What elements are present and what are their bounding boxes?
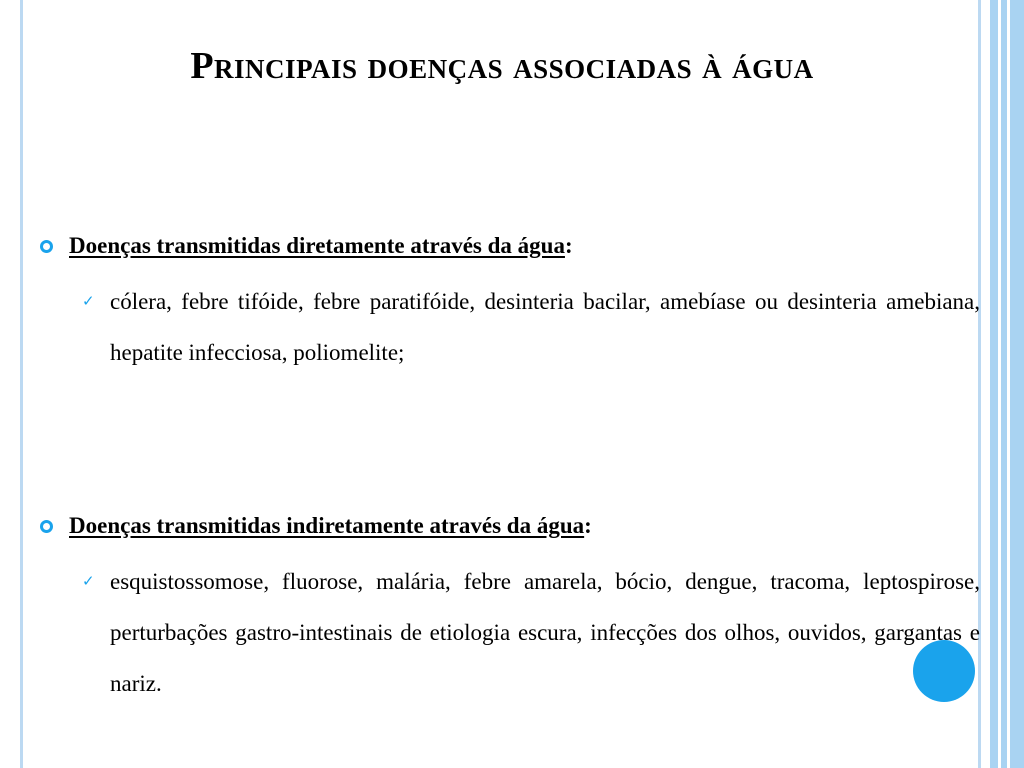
slide-title: Principais doenças associadas à água: [190, 45, 814, 87]
list-item-text: esquistossomose, fluorose, malária, febre amarela, bócio, dengue, tracoma, leptospirose, perturbações gastro-intestinais de etiologia escura, infecções dos olhos, ouvidos, gargantas e nariz.: [110, 569, 980, 696]
section-direct: [40, 226, 980, 378]
list-item: [40, 276, 980, 378]
section-heading-row: [40, 506, 980, 546]
ring-bullet-icon: [40, 240, 53, 253]
ring-bullet-icon: [40, 520, 53, 533]
checkmark-icon: ✓: [82, 292, 95, 310]
section-indirect: [40, 506, 980, 709]
heading-colon: :: [584, 513, 592, 538]
heading-colon: :: [564, 233, 573, 258]
decorative-stripes: [986, 0, 1024, 768]
section-heading: Doenças transmitidas indiretamente através da água: [69, 513, 585, 538]
frame-left-line: [20, 0, 23, 768]
section-heading: Doenças transmitidas diretamente através da água: [69, 233, 565, 258]
section-heading-row: [40, 226, 980, 266]
list-item: [40, 556, 980, 709]
checkmark-icon: ✓: [82, 572, 95, 590]
list-item-text: cólera, febre tifóide, febre paratifóide, desinteria bacilar, amebíase ou desinteria amebiana, hepatite infecciosa, poliomelite;: [110, 289, 980, 365]
